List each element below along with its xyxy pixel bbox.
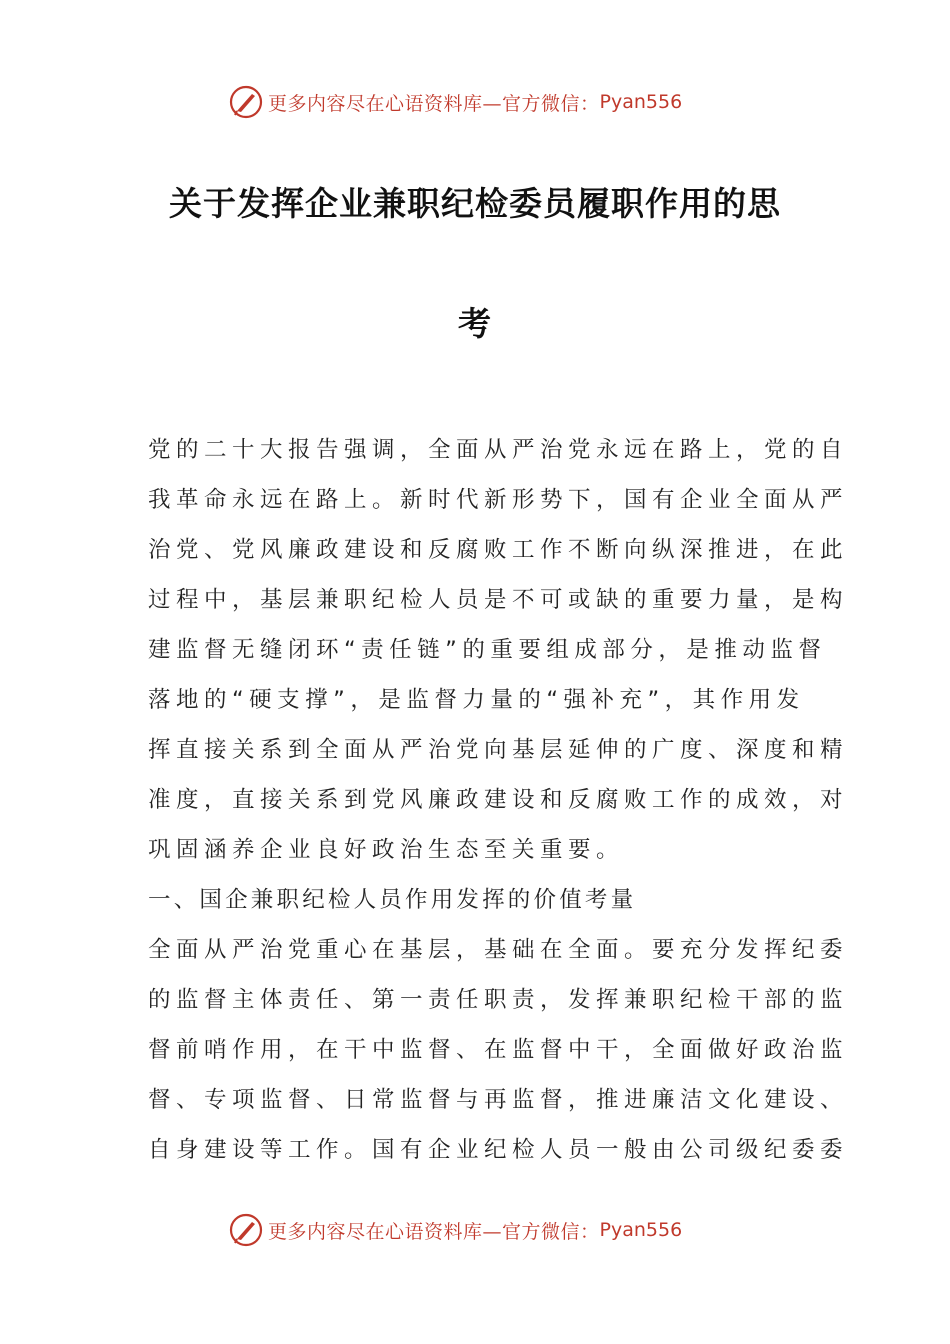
quill-pen-icon <box>228 84 264 120</box>
doc-title-line-2: 考 <box>458 304 492 343</box>
quill-pen-icon <box>228 1212 264 1248</box>
wechat-id: Pyan556 <box>599 91 683 113</box>
text-line: 治党、党风廉政建设和反腐败工作不断向纵深推进，在此 <box>148 537 849 563</box>
section-heading: 一、国企兼职纪检人员作用发挥的价值考量 <box>148 887 637 913</box>
text-line: 巩固涵养企业良好政治生态至关重要。 <box>148 837 625 863</box>
doc-title-line-1: 关于发挥企业兼职纪检委员履职作用的思 <box>169 184 781 223</box>
text-line: 的监督主体责任、第一责任职责，发挥兼职纪检干部的监 <box>148 987 849 1013</box>
text-line: 准度，直接关系到党风廉政建设和反腐败工作的成效，对 <box>148 787 849 813</box>
text-line: 自身建设等工作。国有企业纪检人员一般由公司级纪委委 <box>148 1137 849 1163</box>
watermark-text: 更多内容尽在心语资料库—官方微信： <box>268 1220 600 1243</box>
wechat-id: Pyan556 <box>599 1219 683 1241</box>
watermark-text: 更多内容尽在心语资料库—官方微信： <box>268 92 600 115</box>
text-line: 督、专项监督、日常监督与再监督，推进廉洁文化建设、 <box>148 1087 849 1113</box>
watermark-banner-bottom <box>228 1212 682 1248</box>
text-line: 建监督无缝闭环“责任链”的重要组成部分，是推动监督 <box>148 637 827 663</box>
text-line: 过程中，基层兼职纪检人员是不可或缺的重要力量，是构 <box>148 587 849 613</box>
watermark-banner-top <box>228 84 682 120</box>
text-line: 全面从严治党重心在基层，基础在全面。要充分发挥纪委 <box>148 937 849 963</box>
document-body <box>148 430 849 1180</box>
text-line: 党的二十大报告强调，全面从严治党永远在路上，党的自 <box>148 437 849 463</box>
text-line: 落地的“硬支撑”，是监督力量的“强补充”，其作用发 <box>148 687 805 713</box>
text-line: 我革命永远在路上。新时代新形势下，国有企业全面从严 <box>148 487 849 513</box>
text-line: 挥直接关系到全面从严治党向基层延伸的广度、深度和精 <box>148 737 849 763</box>
text-line: 督前哨作用，在干中监督、在监督中干，全面做好政治监 <box>148 1037 849 1063</box>
